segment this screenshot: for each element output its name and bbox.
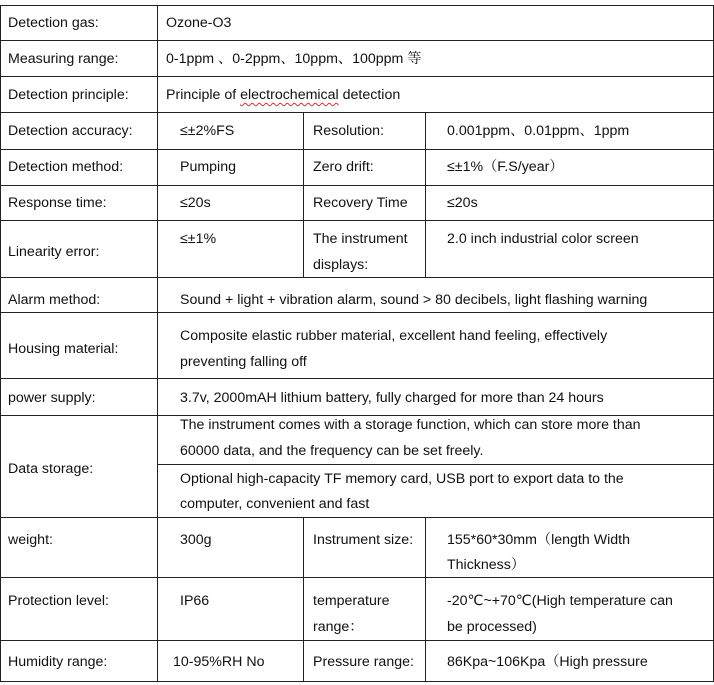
table-rule <box>0 5 714 6</box>
table-rule <box>303 112 304 277</box>
detection-principle-prefix: Principle of <box>166 87 241 103</box>
table-rule <box>0 378 714 379</box>
power-supply-label: power supply: <box>8 390 96 406</box>
table-rule <box>0 40 714 41</box>
protection-level-value: IP66 <box>180 593 210 609</box>
temperature-range-label-line2: range： <box>313 619 364 635</box>
pressure-range-value: 86Kpa~106Kpa（High pressure <box>447 654 648 670</box>
data-storage-value2-line1: Optional high-capacity TF memory card, USB port to export data to the <box>180 471 624 487</box>
weight-value: 300g <box>180 532 212 548</box>
weight-label: weight: <box>8 532 53 548</box>
detection-principle-label: Detection principle: <box>8 87 129 103</box>
detection-principle-suffix: detection <box>338 87 401 103</box>
instrument-size-value-line2: Thickness） <box>447 557 526 573</box>
temperature-range-value-line1: -20℃~+70℃(High temperature can <box>447 593 673 609</box>
humidity-range-value: 10-95%RH No <box>173 654 265 670</box>
instrument-size-label: Instrument size: <box>313 532 414 548</box>
table-rule <box>0 5 1 681</box>
detection-gas-value: Ozone-O3 <box>166 15 232 31</box>
data-storage-value1-line2: 60000 data, and the frequency can be set freely. <box>180 443 484 459</box>
linearity-error-label: Linearity error: <box>8 244 100 260</box>
linearity-error-value: ≤±1% <box>180 231 217 247</box>
table-rule <box>425 112 426 277</box>
table-rule <box>303 517 304 681</box>
housing-material-value-line2: preventing falling off <box>180 354 307 370</box>
instrument-displays-label-line2: displays: <box>313 257 369 273</box>
resolution-value: 0.001ppm、0.01ppm、1ppm <box>447 123 630 139</box>
zero-drift-label: Zero drift: <box>313 159 374 175</box>
instrument-displays-value: 2.0 inch industrial color screen <box>447 231 639 247</box>
table-rule <box>0 185 714 186</box>
table-rule <box>0 112 714 113</box>
response-time-label: Response time: <box>8 195 107 211</box>
response-time-value: ≤20s <box>180 195 211 211</box>
detection-accuracy-label: Detection accuracy: <box>8 123 133 139</box>
detection-accuracy-value: ≤±2%FS <box>180 123 235 139</box>
table-rule <box>0 577 714 578</box>
detection-gas-label: Detection gas: <box>8 15 99 31</box>
pressure-range-label: Pressure range: <box>313 654 414 670</box>
alarm-method-label: Alarm method: <box>8 292 101 308</box>
data-storage-value2-line2: computer, convenient and fast <box>180 496 370 512</box>
detection-principle-keyword: electrochemical <box>240 87 339 103</box>
housing-material-value-line1: Composite elastic rubber material, excellent hand feeling, effectively <box>180 328 608 344</box>
table-rule <box>425 517 426 681</box>
temperature-range-label-line1: temperature <box>313 593 390 609</box>
table-rule <box>0 277 714 278</box>
detection-principle-value <box>166 86 400 104</box>
table-rule <box>0 149 714 150</box>
humidity-range-label: Humidity range: <box>8 654 108 670</box>
detection-method-label: Detection method: <box>8 159 124 175</box>
recovery-time-value: ≤20s <box>447 195 478 211</box>
instrument-size-value-line1: 155*60*30mm（length Width <box>447 532 630 548</box>
protection-level-label: Protection level: <box>8 593 109 609</box>
table-rule <box>157 5 158 681</box>
table-rule <box>0 681 714 682</box>
resolution-label: Resolution: <box>313 123 384 139</box>
measuring-range-value: 0-1ppm 、0-2ppm、10ppm、100ppm 等 <box>166 51 422 67</box>
detection-method-value: Pumping <box>180 159 236 175</box>
table-rule <box>157 464 714 465</box>
table-rule <box>0 76 714 77</box>
data-storage-value1-line1: The instrument comes with a storage function, which can store more than <box>180 417 641 433</box>
recovery-time-label: Recovery Time <box>313 195 408 211</box>
housing-material-label: Housing material: <box>8 341 119 357</box>
power-supply-value: 3.7v, 2000mAH lithium battery, fully charged for more than 24 hours <box>180 390 604 406</box>
table-rule <box>0 517 714 518</box>
table-rule <box>0 640 714 641</box>
data-storage-label: Data storage: <box>8 461 94 477</box>
measuring-range-label: Measuring range: <box>8 51 119 67</box>
temperature-range-value-line2: be processed) <box>447 619 537 635</box>
zero-drift-value: ≤±1%（F.S/year） <box>447 159 564 175</box>
table-rule <box>0 220 714 221</box>
table-rule <box>0 312 714 313</box>
instrument-displays-label-line1: The instrument <box>313 231 408 247</box>
alarm-method-value: Sound + light + vibration alarm, sound > 80 decibels, light flashing warning <box>180 292 648 308</box>
